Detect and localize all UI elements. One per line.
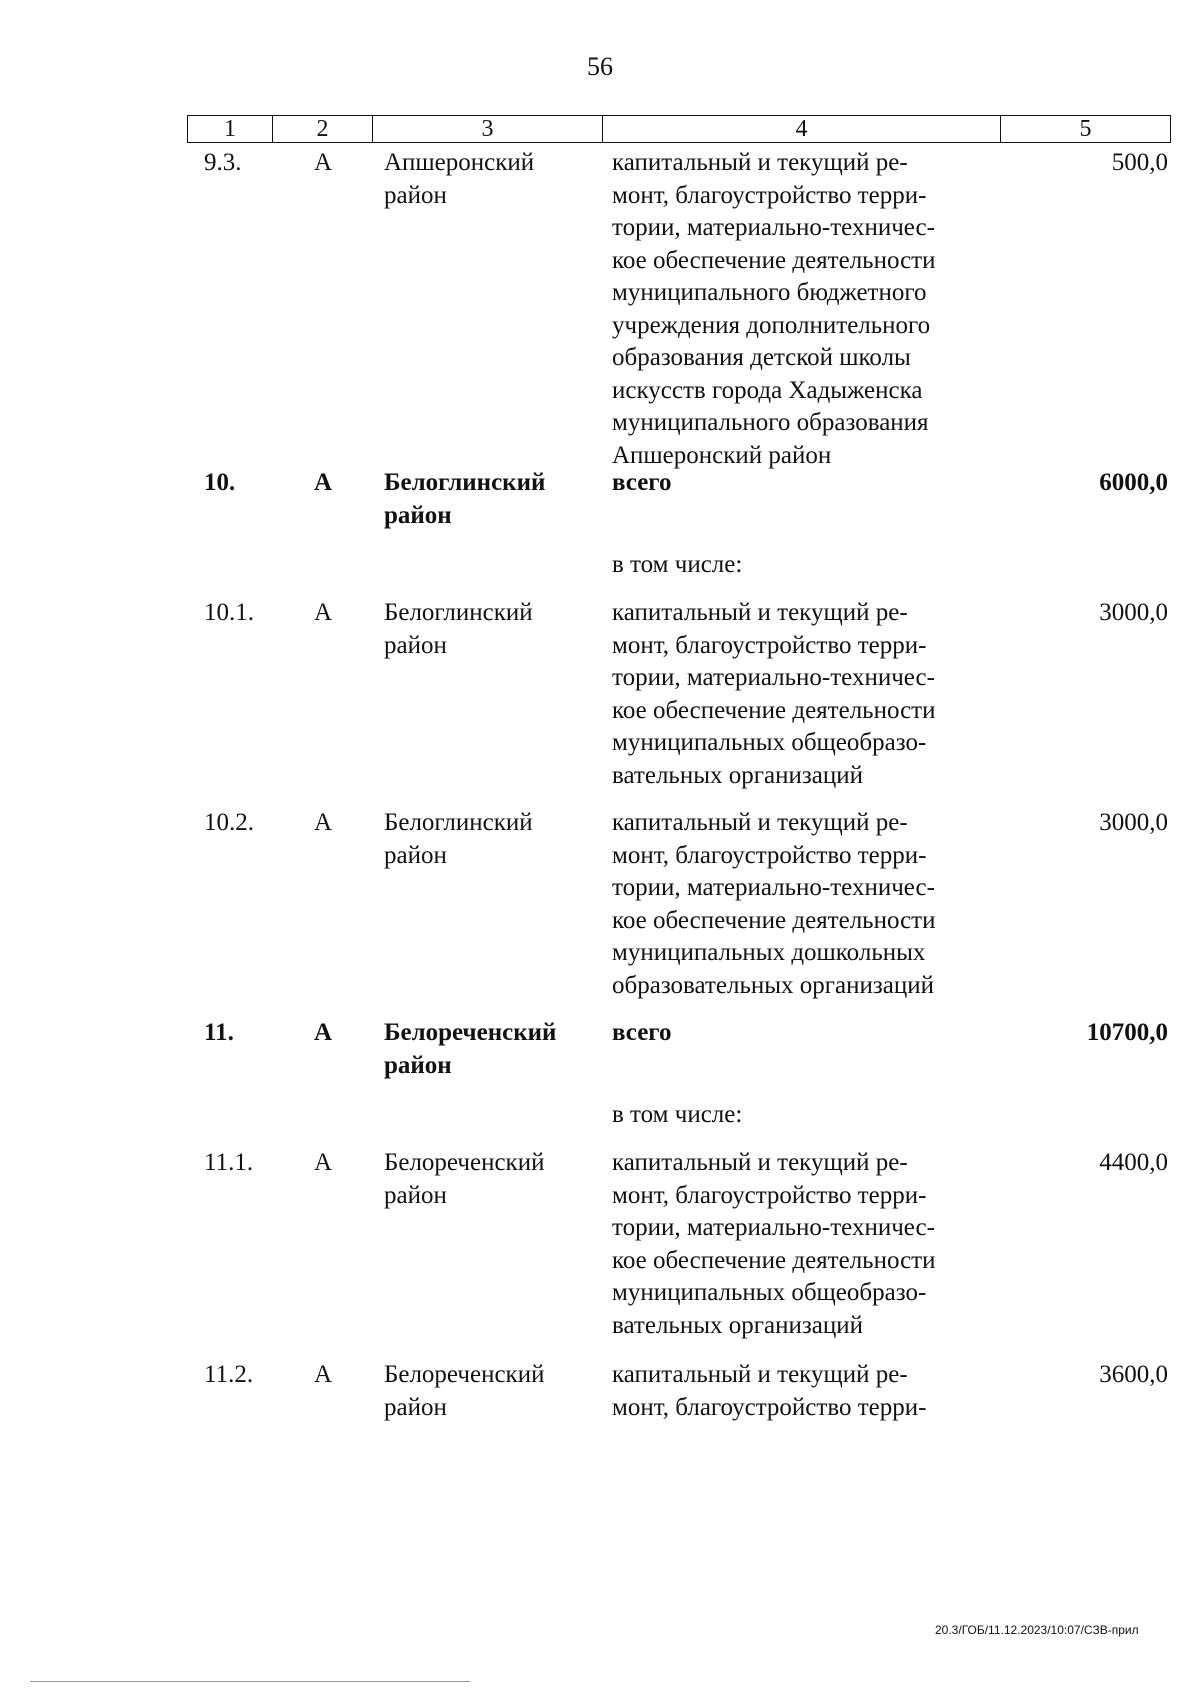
table-header [187, 115, 1171, 143]
description-line: всего [612, 1019, 672, 1046]
row-district: Белореченский район [384, 1361, 545, 1421]
description-line: капитальный и текущий ре- [612, 1149, 908, 1176]
row-number: 10.1. [204, 599, 254, 626]
row-number: 10.2. [204, 809, 254, 836]
row-category: A [314, 1361, 333, 1388]
header-col-4: 4 [603, 115, 1001, 143]
description-line: тории, материально-техничес- [612, 214, 935, 241]
description-line: капитальный и текущий ре- [612, 1361, 908, 1388]
description-line: всего [612, 469, 672, 496]
row-description [612, 1017, 988, 1050]
row-district: Белоглинский район [384, 599, 533, 659]
row-amount: 6000,0 [1099, 469, 1168, 496]
description-line: монт, благоустройство терри- [612, 631, 927, 659]
description-line: монт, благоустройство терри- [612, 1181, 927, 1209]
page-number: 56 [587, 52, 613, 81]
description-line: муниципальных дошкольных [612, 939, 926, 966]
header-col-5: 5 [1001, 115, 1171, 143]
row-amount: 500,0 [1111, 149, 1168, 176]
description-line: кое обеспечение деятельности [612, 1246, 936, 1274]
description-line: капитальный и текущий ре- [612, 149, 908, 176]
description-line: капитальный и текущий ре- [612, 809, 908, 836]
description-line: искусств города Хадыженска [612, 376, 923, 404]
header-col-2: 2 [273, 115, 373, 143]
scan-edge-line [30, 1681, 470, 1682]
row-category: A [314, 149, 333, 176]
description-line: вательных организаций [612, 761, 863, 789]
row-description [612, 1147, 988, 1342]
description-line: кое обеспечение деятельности [612, 906, 936, 934]
row-category: A [314, 599, 333, 626]
row-district: Апшеронский район [384, 149, 535, 209]
description-line: кое обеспечение деятельности [612, 246, 936, 274]
note-text: в том числе: [612, 1101, 743, 1128]
row-description [612, 467, 988, 500]
row-description [612, 147, 988, 472]
description-line: образовательных организаций [612, 971, 935, 999]
row-number: 10. [204, 469, 236, 496]
row-amount: 4400,0 [1099, 1149, 1168, 1176]
row-category: A [314, 1149, 333, 1176]
description-line: муниципальных общеобразо- [612, 1279, 927, 1306]
description-line: муниципальных общеобразо- [612, 729, 927, 756]
description-line: тории, материально-техничес- [612, 1214, 935, 1241]
description-line: кое обеспечение деятельности [612, 696, 936, 724]
description-line: монт, благоустройство терри- [612, 841, 927, 869]
row-amount: 3000,0 [1099, 809, 1168, 836]
row-amount: 3000,0 [1099, 599, 1168, 626]
row-number: 11.2. [204, 1361, 254, 1388]
description-line: образования детской школы [612, 344, 911, 371]
row-district: Белореченский район [384, 1149, 545, 1209]
description-line: муниципального бюджетного [612, 279, 927, 306]
row-description [612, 597, 988, 792]
description-line: учреждения дополнительного [612, 311, 931, 339]
description-line: монт, благоустройство терри- [612, 1393, 927, 1421]
row-category: A [314, 1019, 333, 1046]
note-text: в том числе: [612, 551, 743, 578]
row-number: 11.1. [204, 1149, 254, 1176]
row-category: A [314, 809, 333, 836]
description-line: капитальный и текущий ре- [612, 599, 908, 626]
description-line: Апшеронский район [612, 441, 832, 469]
header-col-1: 1 [187, 115, 273, 143]
row-number: 11. [204, 1019, 234, 1046]
row-amount: 3600,0 [1099, 1361, 1168, 1388]
header-col-3: 3 [373, 115, 603, 143]
description-line: муниципального образования [612, 409, 929, 436]
description-line: вательных организаций [612, 1311, 863, 1339]
row-number: 9.3. [204, 149, 242, 176]
row-description [612, 1359, 988, 1424]
row-district: Белоглинский район [384, 469, 546, 529]
row-district: Белореченский район [384, 1019, 557, 1079]
row-category: A [314, 469, 333, 496]
row-description [612, 807, 988, 1002]
document-footer-code: 20.3/ГОБ/11.12.2023/10:07/СЗВ-прил [935, 1623, 1139, 1637]
row-district: Белоглинский район [384, 809, 533, 869]
description-line: тории, материально-техничес- [612, 664, 935, 691]
description-line: монт, благоустройство терри- [612, 181, 927, 209]
row-amount: 10700,0 [1086, 1019, 1168, 1046]
description-line: тории, материально-техничес- [612, 874, 935, 901]
